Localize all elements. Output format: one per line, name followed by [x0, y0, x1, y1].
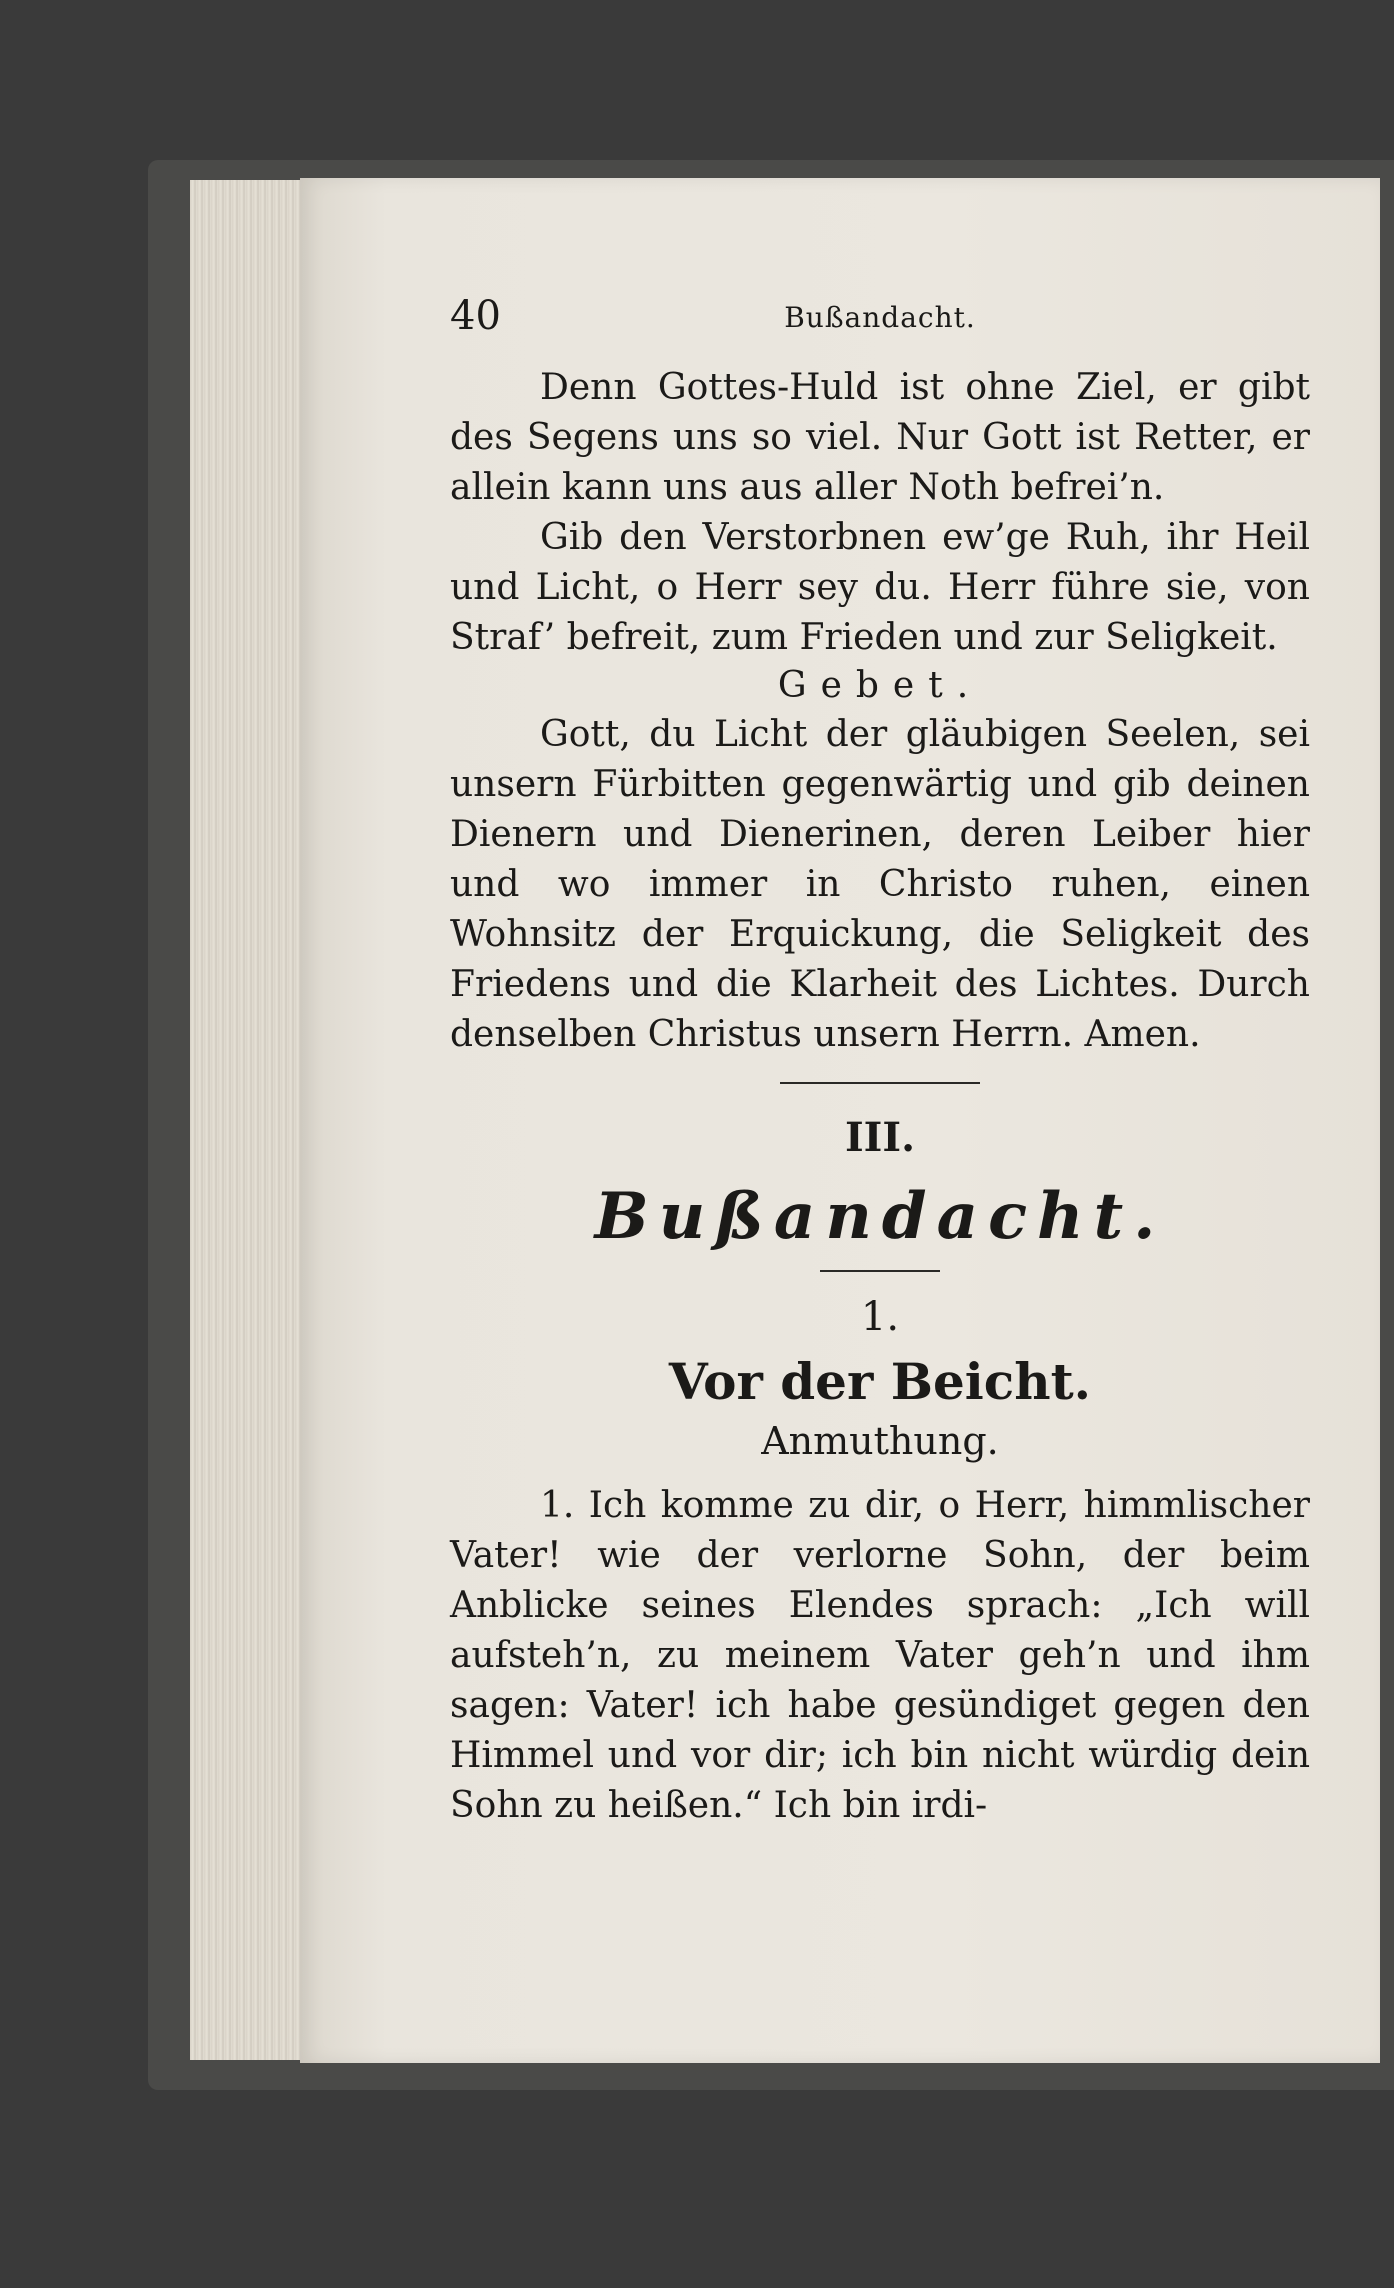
page-content: [450, 293, 1310, 1831]
running-head: Bußandacht.: [784, 301, 976, 334]
page-edges: [190, 180, 310, 2060]
paragraph-2: Gib den Verstorbnen ew’ge Ruh, ihr Heil und Licht, o Herr sey du. Herr führe sie, von Straf’ befreit, zum Frieden und zur Seligkeit.: [450, 517, 1310, 658]
section-title: Bußandacht.: [594, 1179, 1166, 1254]
book-page: [300, 178, 1380, 2063]
subsection-number: 1.: [860, 1294, 900, 1340]
paragraph-4: 1. Ich komme zu dir, o Herr, himmlischer Vater! wie der verlorne Sohn, der beim Anblicke seines Elendes sprach: „Ich will aufsteh’n, zu meinem Vater geh’n und ihm sagen: Vater! ich habe gesündiget gegen den Himmel und vor dir; ich bin nicht würdig dein Sohn zu heißen.“ Ich bin irdi-: [450, 1485, 1310, 1826]
paragraph-1: Denn Gottes-Huld ist ohne Ziel, er gibt des Segens uns so viel. Nur Gott ist Retter, er allein kann uns aus aller Noth befrei’n.: [450, 367, 1310, 508]
divider-rule-short: [820, 1270, 940, 1272]
section-roman-numeral: III.: [844, 1114, 916, 1161]
paragraph-3: Gott, du Licht der gläubigen Seelen, sei unsern Fürbitten gegenwärtig und gib deinen Dienern und Dienerinen, deren Leiber hier und wo immer in Christo ruhen, einen Wohnsitz der Erquickung, die Seligkeit des Friedens und die Klarheit des Lichtes. Durch denselben Christus unsern Herrn. Amen.: [450, 714, 1310, 1055]
divider-rule: [780, 1082, 980, 1084]
gebet-heading: Gebet.: [777, 665, 983, 706]
subsection-title: Vor der Beicht.: [668, 1352, 1092, 1411]
page-header: [450, 293, 1310, 363]
subsection-subtitle: Anmuthung.: [761, 1419, 999, 1463]
page-number: 40: [450, 293, 501, 339]
